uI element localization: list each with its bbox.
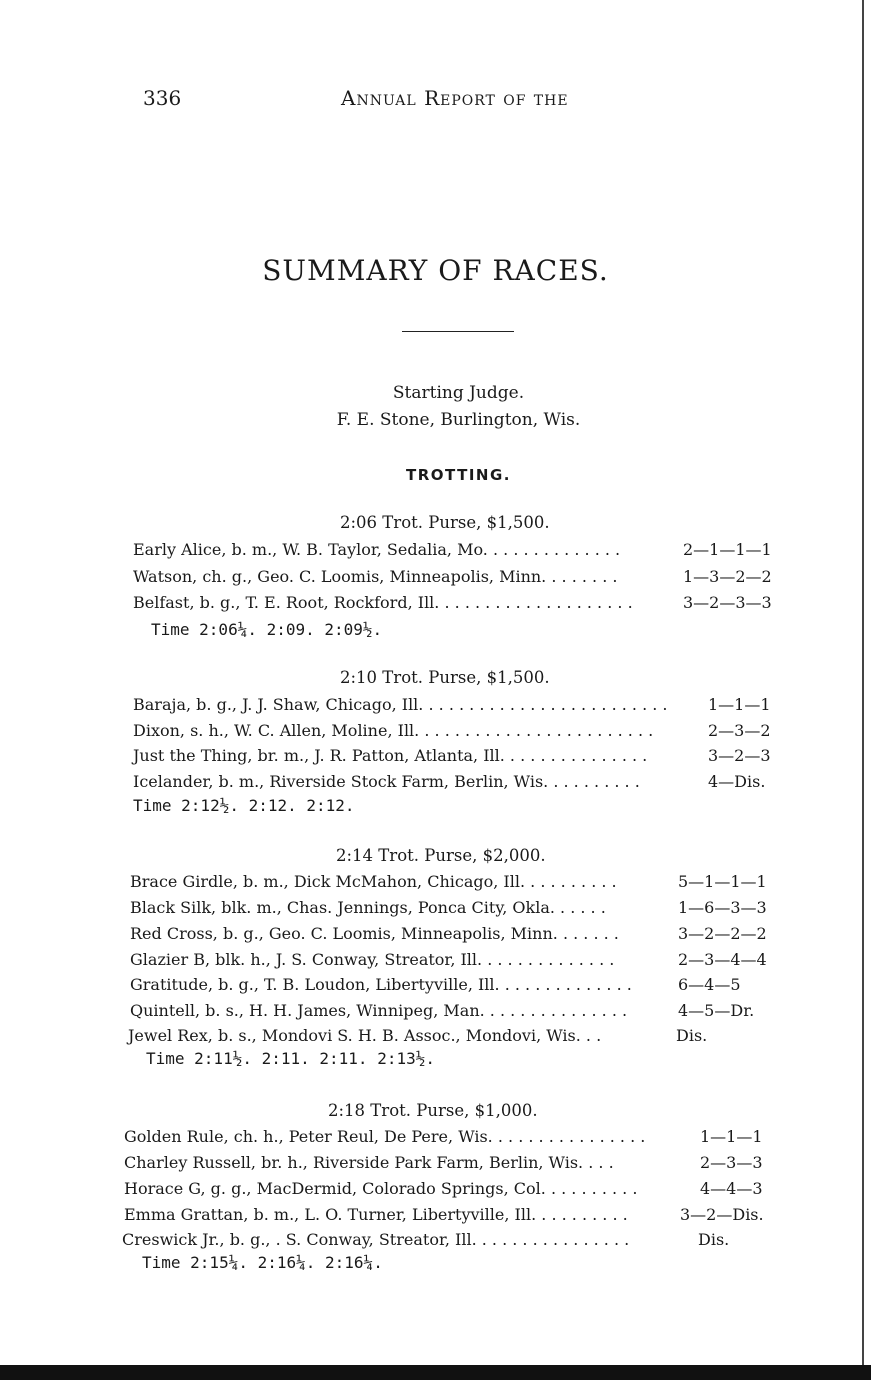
race-time: Time 2:15¼. 2:16¼. 2:16¼. xyxy=(142,1253,383,1272)
page-title: SUMMARY OF RACES. xyxy=(262,254,609,287)
race-entry xyxy=(130,950,780,974)
entry-horse: Creswick Jr., b. g., . S. Conway, Streator, Ill. . . . . . . . . . . . . . . . xyxy=(122,1230,630,1249)
entry-horse: Red Cross, b. g., Geo. C. Loomis, Minneapolis, Minn. . . . . . . xyxy=(130,924,619,943)
entry-result: 1—1—1 xyxy=(700,1127,763,1146)
race-entry xyxy=(130,924,780,948)
starting-judge-name: F. E. Stone, Burlington, Wis. xyxy=(336,410,581,430)
race-entry xyxy=(124,1127,774,1151)
entry-result: 3—2—3 xyxy=(708,746,771,765)
entry-horse: Quintell, b. s., H. H. James, Winnipeg, Man. . . . . . . . . . . . . . . xyxy=(130,1001,628,1020)
entry-result: Dis. xyxy=(698,1230,730,1249)
entry-result: 4—5—Dr. xyxy=(678,1001,755,1020)
entry-result: 2—3—2 xyxy=(708,721,771,740)
page-number: 336 xyxy=(143,86,182,110)
race-entry xyxy=(124,1153,774,1177)
entry-horse: Charley Russell, br. h., Riverside Park Farm, Berlin, Wis. . . . xyxy=(124,1153,614,1172)
entry-horse: Baraja, b. g., J. J. Shaw, Chicago, Ill. . . . . . . . . . . . . . . . . . . . . . . . . xyxy=(133,695,668,714)
race-entry xyxy=(130,898,780,922)
race-entry xyxy=(130,1001,780,1025)
entry-result: 3—2—2—2 xyxy=(678,924,767,943)
race-title: 2:18 Trot. Purse, $1,000. xyxy=(328,1101,538,1120)
entry-horse: Jewel Rex, b. s., Mondovi S. H. B. Assoc., Mondovi, Wis. . . xyxy=(128,1026,602,1045)
entry-result: Dis. xyxy=(676,1026,708,1045)
entry-result: 3—2—Dis. xyxy=(680,1205,764,1224)
race-time: Time 2:06¼. 2:09. 2:09½. xyxy=(151,620,383,639)
race-time: Time 2:11½. 2:11. 2:11. 2:13½. xyxy=(146,1049,435,1068)
race-entry xyxy=(133,772,783,796)
race-entry xyxy=(124,1205,774,1229)
entry-horse: Gratitude, b. g., T. B. Loudon, Libertyville, Ill. . . . . . . . . . . . . . xyxy=(130,975,632,994)
title-rule xyxy=(402,331,514,332)
entry-result: 6—4—5 xyxy=(678,975,741,994)
entry-result: 3—2—3—3 xyxy=(683,593,772,612)
entry-horse: Just the Thing, br. m., J. R. Patton, Atlanta, Ill. . . . . . . . . . . . . . . xyxy=(133,746,648,765)
entry-result: 1—1—1 xyxy=(708,695,771,714)
entry-horse: Dixon, s. h., W. C. Allen, Moline, Ill. . . . . . . . . . . . . . . . . . . . . . . . xyxy=(133,721,654,740)
scan-bottom-edge xyxy=(0,1365,871,1380)
race-entry xyxy=(122,1230,772,1254)
entry-result: 4—Dis. xyxy=(708,772,766,791)
race-time: Time 2:12½. 2:12. 2:12. xyxy=(133,796,355,815)
race-entry xyxy=(130,975,780,999)
race-title: 2:06 Trot. Purse, $1,500. xyxy=(340,513,550,532)
race-entry xyxy=(133,695,783,719)
race-entry xyxy=(133,593,783,617)
race-entry xyxy=(124,1179,774,1203)
entry-result: 1—6—3—3 xyxy=(678,898,767,917)
entry-horse: Belfast, b. g., T. E. Root, Rockford, Ill. . . . . . . . . . . . . . . . . . . . xyxy=(133,593,633,612)
entry-result: 2—1—1—1 xyxy=(683,540,772,559)
race-title: 2:14 Trot. Purse, $2,000. xyxy=(336,846,546,865)
entry-horse: Brace Girdle, b. m., Dick McMahon, Chicago, Ill. . . . . . . . . . xyxy=(130,872,617,891)
race-entry xyxy=(133,540,783,564)
entry-result: 2—3—4—4 xyxy=(678,950,767,969)
entry-horse: Black Silk, blk. m., Chas. Jennings, Ponca City, Okla. . . . . . xyxy=(130,898,606,917)
running-title: Annual Report of the xyxy=(341,86,569,110)
entry-result: 5—1—1—1 xyxy=(678,872,767,891)
entry-horse: Golden Rule, ch. h., Peter Reul, De Pere, Wis. . . . . . . . . . . . . . . . xyxy=(124,1127,646,1146)
entry-horse: Watson, ch. g., Geo. C. Loomis, Minneapolis, Minn. . . . . . . . xyxy=(133,567,618,586)
entry-horse: Emma Grattan, b. m., L. O. Turner, Libertyville, Ill. . . . . . . . . . xyxy=(124,1205,628,1224)
race-entry xyxy=(133,567,783,591)
race-entry xyxy=(128,1026,778,1050)
entry-result: 2—3—3 xyxy=(700,1153,763,1172)
page-edge-shadow xyxy=(862,0,864,1365)
entry-horse: Glazier B, blk. h., J. S. Conway, Streator, Ill. . . . . . . . . . . . . . xyxy=(130,950,615,969)
entry-result: 4—4—3 xyxy=(700,1179,763,1198)
race-title: 2:10 Trot. Purse, $1,500. xyxy=(340,668,550,687)
race-entry xyxy=(133,721,783,745)
entry-horse: Early Alice, b. m., W. B. Taylor, Sedalia, Mo. . . . . . . . . . . . . . xyxy=(133,540,621,559)
starting-judge-label: Starting Judge. xyxy=(392,383,525,403)
page-header xyxy=(143,86,623,116)
race-entry xyxy=(133,746,783,770)
section-heading: TROTTING. xyxy=(406,466,511,484)
entry-horse: Icelander, b. m., Riverside Stock Farm, Berlin, Wis. . . . . . . . . . xyxy=(133,772,640,791)
race-entry xyxy=(130,872,780,896)
entry-result: 1—3—2—2 xyxy=(683,567,772,586)
entry-horse: Horace G, g. g., MacDermid, Colorado Springs, Col. . . . . . . . . . xyxy=(124,1179,638,1198)
